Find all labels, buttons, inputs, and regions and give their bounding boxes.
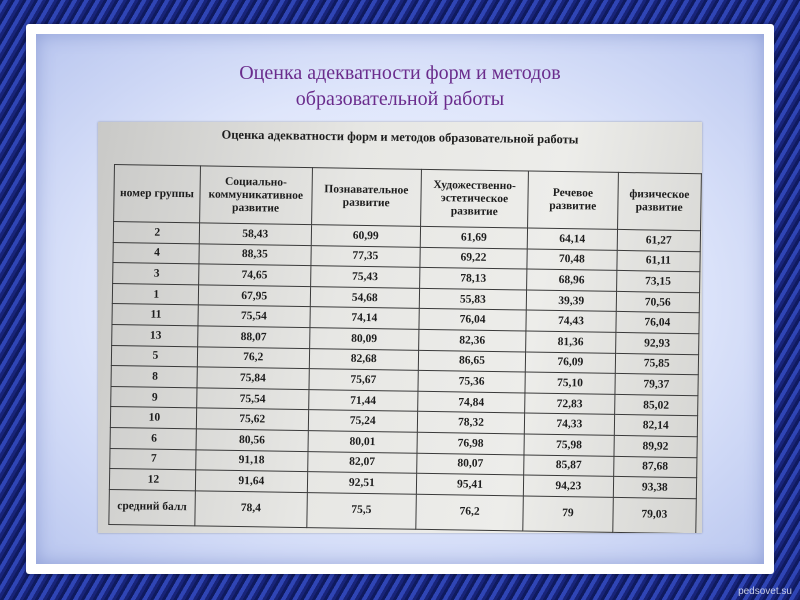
score-cell: 82,07: [307, 451, 416, 473]
group-number-cell: 1: [112, 283, 198, 305]
score-cell: 82,14: [614, 415, 698, 437]
score-cell: 78,32: [417, 412, 525, 434]
score-cell: 85,02: [614, 394, 698, 416]
watermark: pedsovet.su: [738, 586, 792, 597]
column-header-group: номер группы: [114, 165, 201, 223]
score-cell: 88,07: [197, 326, 309, 348]
slide-title-line-2: образовательной работы: [295, 88, 505, 110]
score-cell: 95,41: [416, 473, 524, 495]
score-cell: 75,62: [196, 408, 308, 430]
column-header-cognitive: Познавательное развитие: [311, 168, 421, 227]
score-cell: 58,43: [199, 223, 311, 245]
score-cell: 80,01: [308, 431, 417, 453]
average-score-cell: 79,03: [612, 497, 696, 533]
column-header-artistic: Художественно-эстетическое развитие: [420, 169, 528, 228]
score-cell: 61,69: [420, 226, 528, 248]
slide-title: [36, 60, 764, 112]
score-cell: 76,04: [419, 309, 527, 331]
score-cell: 73,15: [616, 271, 700, 293]
score-cell: 79,37: [615, 374, 699, 396]
score-cell: 39,39: [526, 290, 616, 312]
score-cell: 92,51: [307, 472, 416, 494]
score-cell: 74,14: [310, 307, 419, 329]
score-cell: 82,68: [309, 348, 418, 370]
group-number-cell: 2: [113, 222, 199, 244]
score-cell: 76,09: [525, 352, 615, 374]
score-cell: 78,13: [419, 268, 527, 290]
score-cell: 75,98: [524, 434, 614, 456]
document-title: Оценка адекватности форм и методов образовательной работы: [221, 127, 579, 147]
scores-table: [108, 164, 702, 533]
score-cell: 75,67: [309, 369, 418, 391]
group-number-cell: 7: [110, 448, 196, 470]
score-cell: 72,83: [525, 393, 615, 415]
score-cell: 75,85: [615, 353, 699, 375]
score-cell: 89,92: [614, 435, 698, 457]
score-cell: 75,54: [198, 305, 310, 327]
score-cell: 76,98: [417, 432, 525, 454]
score-cell: 54,68: [310, 286, 419, 308]
score-cell: 91,18: [196, 449, 308, 471]
column-header-physical: физическое развитие: [617, 172, 701, 230]
table-header-row: [114, 165, 702, 231]
score-cell: 75,54: [197, 388, 309, 410]
score-cell: 77,35: [311, 245, 420, 267]
score-cell: 68,96: [527, 269, 617, 291]
score-cell: 61,27: [617, 229, 701, 251]
score-cell: 69,22: [420, 247, 528, 269]
score-cell: 71,44: [308, 389, 417, 411]
group-number-cell: 10: [110, 407, 196, 429]
score-cell: 80,09: [309, 328, 418, 350]
group-number-cell: 3: [113, 263, 199, 285]
score-cell: 75,43: [310, 266, 419, 288]
average-score-cell: 78,4: [195, 491, 307, 528]
group-number-cell: 8: [111, 366, 197, 388]
score-cell: 67,95: [198, 285, 310, 307]
score-cell: 88,35: [199, 243, 311, 265]
table-body: [109, 222, 701, 533]
group-number-cell: 12: [109, 469, 195, 491]
score-cell: 61,11: [617, 250, 701, 272]
score-cell: 55,83: [419, 288, 527, 310]
score-cell: 87,68: [613, 456, 697, 478]
score-cell: 75,84: [197, 367, 309, 389]
average-score-cell: 75,5: [307, 492, 417, 529]
group-number-cell: 6: [110, 427, 196, 449]
average-score-cell: 76,2: [416, 494, 524, 531]
group-number-cell: 5: [111, 345, 197, 367]
score-cell: 75,10: [525, 372, 615, 394]
score-cell: 74,33: [524, 413, 614, 435]
score-cell: 75,24: [308, 410, 417, 432]
slide: [36, 34, 764, 564]
score-cell: 76,2: [197, 346, 309, 368]
score-cell: 85,87: [524, 455, 614, 477]
group-number-cell: 11: [112, 304, 198, 326]
slide-title-line-1: Оценка адекватности форм и методов: [239, 62, 561, 84]
score-cell: 74,84: [418, 391, 526, 413]
score-cell: 64,14: [527, 228, 617, 250]
average-label-cell: средний балл: [109, 489, 195, 525]
score-cell: 80,56: [196, 429, 308, 451]
column-header-speech: Речевое развитие: [528, 171, 618, 229]
score-cell: 93,38: [613, 477, 697, 499]
average-score-cell: 79: [523, 496, 613, 532]
score-cell: 82,36: [418, 329, 526, 351]
group-number-cell: 9: [111, 386, 197, 408]
score-cell: 80,07: [417, 453, 525, 475]
score-cell: 94,23: [523, 475, 613, 497]
score-cell: 60,99: [311, 225, 420, 247]
score-cell: 74,65: [198, 264, 310, 286]
score-cell: 70,56: [616, 291, 700, 313]
score-cell: 92,93: [615, 332, 699, 354]
document-photo: [98, 122, 702, 533]
group-number-cell: 13: [112, 324, 198, 346]
score-cell: 70,48: [527, 249, 617, 271]
score-cell: 74,43: [526, 310, 616, 332]
score-cell: 81,36: [526, 331, 616, 353]
score-cell: 75,36: [418, 370, 526, 392]
score-cell: 86,65: [418, 350, 526, 372]
group-number-cell: 4: [113, 242, 199, 264]
score-cell: 76,04: [616, 312, 700, 334]
score-cell: 91,64: [195, 470, 307, 492]
column-header-social: Социально-коммуникативное развитие: [199, 166, 312, 225]
